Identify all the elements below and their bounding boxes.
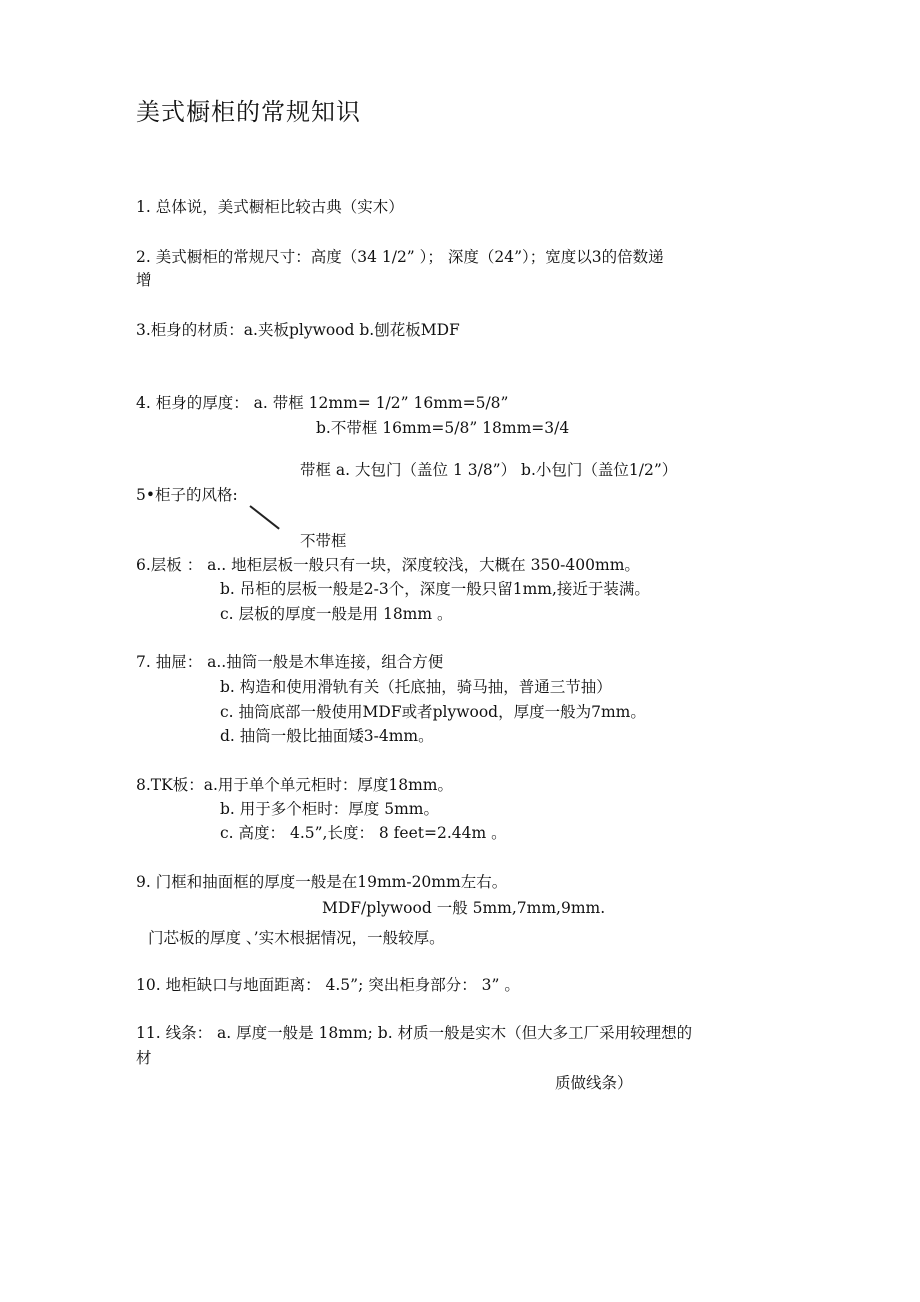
item-9-line-2: MDF/plywood 一般 5mm,7mm,9mm.: [322, 899, 606, 917]
item-8-b: b. 用于多个柜时：厚度 5mm。: [220, 800, 439, 818]
item-5-label: 5•柜子的风格:: [136, 486, 238, 504]
item-10: 10. 地柜缺口与地面距离： 4.5”; 突出柜身部分： 3” 。: [136, 976, 520, 994]
item-3: 3.柜身的材质：a.夹板plywood b.刨花板MDF: [136, 321, 460, 339]
item-11-line-2: 材: [136, 1049, 152, 1067]
item-2-line-2: 增: [136, 271, 152, 289]
item-7-b: b. 构造和使用滑轨有关（托底抽，骑马抽，普通三节抽）: [220, 678, 612, 696]
item-11-line-1: 11. 线条： a. 厚度一般是 18mm; b. 材质一般是实木（但大多工厂采用较理想的: [136, 1024, 693, 1042]
item-11-line-3: 质做线条）: [555, 1074, 633, 1092]
item-7-c: c. 抽筒底部一般使用MDF或者plywood，厚度一般为7mm。: [220, 703, 646, 721]
item-9-line-1: 9. 门框和抽面框的厚度一般是在19mm-20mm左右。: [136, 873, 508, 891]
item-4-line-1: 4. 柜身的厚度： a. 带框 12mm= 1/2” 16mm=5/8”: [136, 394, 509, 412]
item-7-a: 7. 抽屉： a..抽筒一般是木隼连接，组合方便: [136, 653, 444, 671]
item-7-d: d. 抽筒一般比抽面矮3-4mm。: [220, 727, 434, 745]
item-5-framed: 带框 a. 大包门（盖位 1 3/8”） b.小包门（盖位1/2”）: [300, 461, 678, 479]
item-8-c: c. 高度： 4.5”,长度： 8 feet=2.44m 。: [220, 824, 507, 842]
page-title: 美式橱柜的常规知识: [136, 98, 361, 126]
item-4-line-2: b.不带框 16mm=5/8” 18mm=3/4: [316, 419, 570, 437]
item-1: 1. 总体说，美式橱柜比较古典（实木）: [136, 198, 404, 216]
item-8-a: 8.TK板：a.用于单个单元柜时：厚度18mm。: [136, 776, 453, 794]
item-5-frameless: 不带框: [300, 532, 347, 550]
item-6-b: b. 吊柜的层板一般是2-3个，深度一般只留1mm,接近于装满。: [220, 580, 650, 598]
item-9-line-3: 门芯板的厚度 、’实木根据情况，一般较厚。: [148, 929, 445, 947]
branch-line: [249, 505, 279, 529]
item-2-line-1: 2. 美式橱柜的常规尺寸：高度（34 1/2” ）； 深度（24”）；宽度以3的倍数递: [136, 248, 664, 266]
item-6-a: 6.层板 ： a.. 地柜层板一般只有一块，深度较浅，大概在 350-400mm。: [136, 556, 640, 574]
item-6-c: c. 层板的厚度一般是用 18mm 。: [220, 605, 453, 623]
